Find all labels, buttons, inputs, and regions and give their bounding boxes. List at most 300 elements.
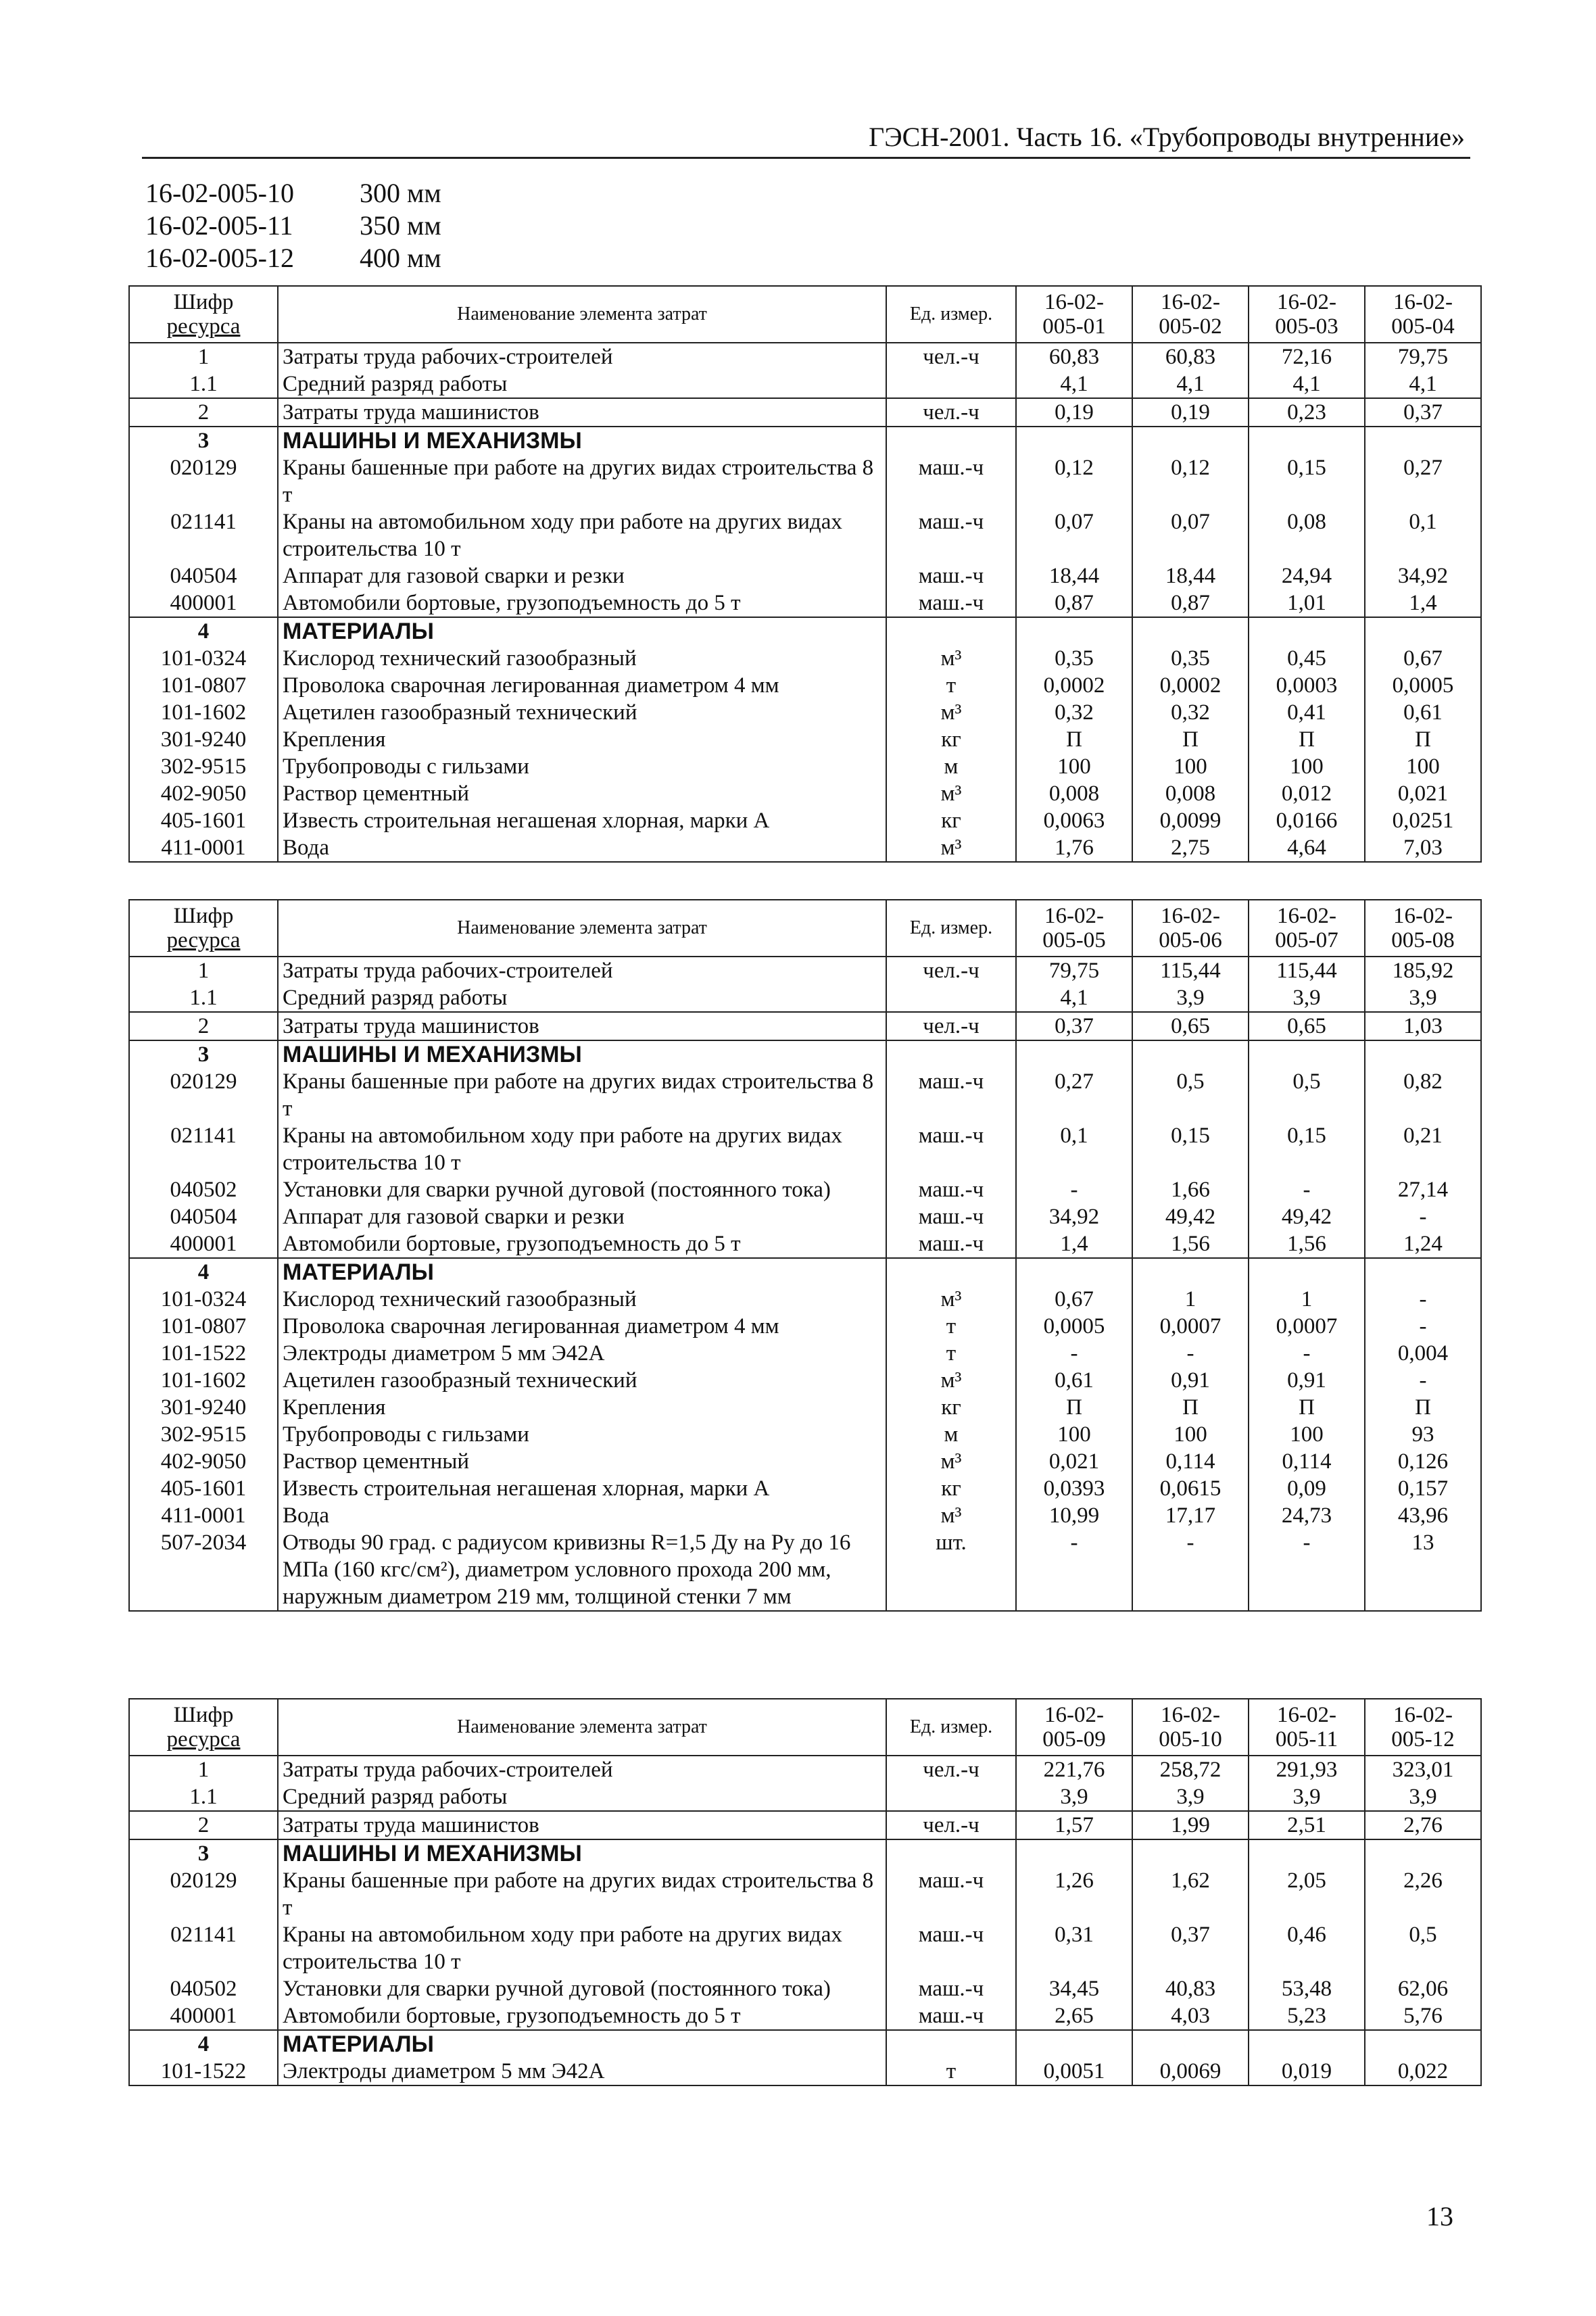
norm-value xyxy=(1132,1839,1249,1867)
cost-item-name: Краны на автомобильном ходу при работе на других видах строительства 10 т xyxy=(278,508,886,562)
norm-value: 18,44 xyxy=(1016,562,1132,589)
norm-value: - xyxy=(1365,1313,1481,1340)
resource-code: 040504 xyxy=(129,1203,278,1230)
norm-value: 4,64 xyxy=(1249,834,1365,862)
norm-value: 5,23 xyxy=(1249,2002,1365,2030)
norm-value: 0,0002 xyxy=(1132,672,1249,699)
cost-item-name: Электроды диаметром 5 мм Э42А xyxy=(278,1340,886,1367)
norm-value: 4,03 xyxy=(1132,2002,1249,2030)
resource-code: 101-1522 xyxy=(129,2058,278,2085)
norm-value: 323,01 xyxy=(1365,1756,1481,1783)
resource-code: 3 xyxy=(129,1040,278,1068)
norm-value: 0,1 xyxy=(1365,508,1481,562)
cost-item-name: Ацетилен газообразный технический xyxy=(278,1367,886,1394)
resource-code: 400001 xyxy=(129,1230,278,1258)
cost-item-name: Затраты труда машинистов xyxy=(278,1012,886,1040)
header-norm-code xyxy=(1132,286,1249,343)
section-row xyxy=(129,1839,1481,1867)
cost-table-3 xyxy=(128,1698,1482,2086)
header-norm-code-line: 16-02- xyxy=(1277,1703,1336,1727)
norm-value xyxy=(1016,617,1132,645)
cost-item-name: Затраты труда машинистов xyxy=(278,1811,886,1839)
resource-code: 1.1 xyxy=(129,984,278,1012)
resource-code: 1.1 xyxy=(129,370,278,398)
norm-value xyxy=(1365,2030,1481,2058)
cost-item-name: Раствор цементный xyxy=(278,1448,886,1475)
norm-value: 0,0002 xyxy=(1016,672,1132,699)
table-row xyxy=(129,1867,1481,1921)
norm-value: П xyxy=(1249,1394,1365,1421)
table-row xyxy=(129,1448,1481,1475)
norm-value: 4,1 xyxy=(1016,984,1132,1012)
cost-item-name: Трубопроводы с гильзами xyxy=(278,753,886,780)
unit-of-measure: м³ xyxy=(886,699,1016,726)
cost-item-name: Автомобили бортовые, грузоподъемность до 5 т xyxy=(278,589,886,617)
header-code-line1: Шифр xyxy=(173,290,234,314)
norm-value: 10,99 xyxy=(1016,1502,1132,1529)
resource-code: 1 xyxy=(129,1756,278,1783)
cost-item-name: Электроды диаметром 5 мм Э42А xyxy=(278,2058,886,2085)
norm-value: 0,021 xyxy=(1016,1448,1132,1475)
running-header xyxy=(142,122,1470,159)
table-row xyxy=(129,370,1481,398)
table-row xyxy=(129,780,1481,807)
cost-item-name: Краны башенные при работе на других видах строительства 8 т xyxy=(278,1867,886,1921)
unit-of-measure: м xyxy=(886,1421,1016,1448)
resource-code: 1 xyxy=(129,957,278,984)
norm-value xyxy=(1016,2030,1132,2058)
table-row xyxy=(129,2002,1481,2030)
cost-item-name: Кислород технический газообразный xyxy=(278,1286,886,1313)
table-row xyxy=(129,807,1481,834)
cost-item-name: Краны на автомобильном ходу при работе на других видах строительства 10 т xyxy=(278,1921,886,1975)
table-row xyxy=(129,672,1481,699)
norm-value: 0,87 xyxy=(1016,589,1132,617)
resource-code: 101-0807 xyxy=(129,672,278,699)
norm-value: 1,99 xyxy=(1132,1811,1249,1839)
table-row xyxy=(129,1529,1481,1611)
norm-value: 49,42 xyxy=(1132,1203,1249,1230)
table-row xyxy=(129,1975,1481,2002)
norm-value: 0,0007 xyxy=(1132,1313,1249,1340)
cost-item-name: Затраты труда рабочих-строителей xyxy=(278,343,886,370)
norm-value: 0,157 xyxy=(1365,1475,1481,1502)
norm-value: 0,0051 xyxy=(1016,2058,1132,2085)
header-norm-code xyxy=(1249,1699,1365,1756)
resource-code: 402-9050 xyxy=(129,1448,278,1475)
unit-of-measure: чел.-ч xyxy=(886,398,1016,427)
norm-value: П xyxy=(1016,726,1132,753)
norm-value: 0,004 xyxy=(1365,1340,1481,1367)
table-row xyxy=(129,1230,1481,1258)
cost-item-name: Средний разряд работы xyxy=(278,1783,886,1811)
unit-of-measure: т xyxy=(886,672,1016,699)
header-norm-code-line: 16-02- xyxy=(1277,904,1336,928)
norm-value: 0,23 xyxy=(1249,398,1365,427)
norm-value: 0,0007 xyxy=(1249,1313,1365,1340)
resource-code: 302-9515 xyxy=(129,753,278,780)
unit-of-measure: шт. xyxy=(886,1529,1016,1611)
cost-item-name: МАТЕРИАЛЫ xyxy=(278,2030,886,2058)
norm-value xyxy=(1132,1040,1249,1068)
header-norm-code xyxy=(1016,286,1132,343)
resource-code: 1.1 xyxy=(129,1783,278,1811)
norm-value xyxy=(1249,2030,1365,2058)
unit-of-measure: м xyxy=(886,753,1016,780)
norm-value: 3,9 xyxy=(1132,1783,1249,1811)
norm-value xyxy=(1249,1040,1365,1068)
unit-of-measure: маш.-ч xyxy=(886,508,1016,562)
header-norm-code-line: 005-07 xyxy=(1275,928,1338,952)
unit-of-measure: чел.-ч xyxy=(886,1756,1016,1783)
norm-value xyxy=(1016,1839,1132,1867)
norm-value: 0,27 xyxy=(1365,454,1481,508)
header-norm-code-line: 16-02- xyxy=(1393,904,1453,928)
intro-code: 16-02-005-11 xyxy=(145,210,293,241)
cost-item-name: Затраты труда рабочих-строителей xyxy=(278,1756,886,1783)
norm-value: 0,41 xyxy=(1249,699,1365,726)
section-row xyxy=(129,617,1481,645)
unit-of-measure: маш.-ч xyxy=(886,1176,1016,1203)
header-code-line1: Шифр xyxy=(173,904,234,928)
norm-value: 0,32 xyxy=(1132,699,1249,726)
norm-value: 0,0069 xyxy=(1132,2058,1249,2085)
norm-value xyxy=(1132,1258,1249,1286)
unit-of-measure xyxy=(886,1839,1016,1867)
resource-code: 3 xyxy=(129,1839,278,1867)
header-norm-code-line: 005-06 xyxy=(1159,928,1222,952)
norm-value: 0,021 xyxy=(1365,780,1481,807)
norm-value: 0,5 xyxy=(1132,1068,1249,1122)
table-row xyxy=(129,1203,1481,1230)
resource-code: 101-0324 xyxy=(129,645,278,672)
resource-code: 2 xyxy=(129,398,278,427)
cost-item-name: Ацетилен газообразный технический xyxy=(278,699,886,726)
intro-item xyxy=(145,177,441,210)
norm-value: 0,126 xyxy=(1365,1448,1481,1475)
header-row xyxy=(129,900,1481,957)
norm-value: - xyxy=(1249,1176,1365,1203)
norm-value: 2,76 xyxy=(1365,1811,1481,1839)
unit-of-measure: м³ xyxy=(886,645,1016,672)
intro-item xyxy=(145,242,441,274)
unit-of-measure: м³ xyxy=(886,1286,1016,1313)
table-row xyxy=(129,1421,1481,1448)
norm-value xyxy=(1132,617,1249,645)
table-row xyxy=(129,699,1481,726)
resource-code: 400001 xyxy=(129,2002,278,2030)
header-unit: Ед. измер. xyxy=(886,1699,1016,1756)
unit-of-measure: м³ xyxy=(886,780,1016,807)
norm-value: - xyxy=(1249,1340,1365,1367)
norm-value: 62,06 xyxy=(1365,1975,1481,2002)
norm-value: 0,46 xyxy=(1249,1921,1365,1975)
unit-of-measure xyxy=(886,2030,1016,2058)
norm-value: 100 xyxy=(1132,753,1249,780)
header-norm-code-line: 16-02- xyxy=(1161,1703,1220,1727)
norm-value: 115,44 xyxy=(1132,957,1249,984)
unit-of-measure: маш.-ч xyxy=(886,562,1016,589)
norm-value: 1 xyxy=(1132,1286,1249,1313)
norm-value: - xyxy=(1132,1529,1249,1611)
norm-value: 0,1 xyxy=(1016,1122,1132,1176)
norm-value: 4,1 xyxy=(1132,370,1249,398)
norm-value: 0,91 xyxy=(1132,1367,1249,1394)
norm-value: 5,76 xyxy=(1365,2002,1481,2030)
table-row xyxy=(129,1783,1481,1811)
norm-value: 34,45 xyxy=(1016,1975,1132,2002)
header-norm-code xyxy=(1016,1699,1132,1756)
norm-value: 0,07 xyxy=(1016,508,1132,562)
header-unit: Ед. измер. xyxy=(886,286,1016,343)
resource-code: 040504 xyxy=(129,562,278,589)
header-code xyxy=(129,900,278,957)
header-code-line2: ресурса xyxy=(166,928,241,952)
resource-code: 405-1601 xyxy=(129,807,278,834)
intro-size: 300 мм xyxy=(360,178,441,208)
norm-value xyxy=(1016,1040,1132,1068)
norm-value: 0,0166 xyxy=(1249,807,1365,834)
norm-value: 0,5 xyxy=(1249,1068,1365,1122)
table-row xyxy=(129,1313,1481,1340)
header-row xyxy=(129,286,1481,343)
unit-of-measure: чел.-ч xyxy=(886,957,1016,984)
norm-value: 24,94 xyxy=(1249,562,1365,589)
norm-value: 185,92 xyxy=(1365,957,1481,984)
norm-value xyxy=(1132,427,1249,454)
norm-value: 0,37 xyxy=(1365,398,1481,427)
cost-item-name: Известь строительная негашеная хлорная, марки А xyxy=(278,1475,886,1502)
cost-item-name: Кислород технический газообразный xyxy=(278,645,886,672)
norm-value: 0,15 xyxy=(1249,1122,1365,1176)
norm-value: 0,35 xyxy=(1132,645,1249,672)
norm-value: 43,96 xyxy=(1365,1502,1481,1529)
norm-value: 0,15 xyxy=(1132,1122,1249,1176)
unit-of-measure: маш.-ч xyxy=(886,589,1016,617)
resource-code: 4 xyxy=(129,2030,278,2058)
norm-value: 1,4 xyxy=(1016,1230,1132,1258)
cost-item-name: МАШИНЫ И МЕХАНИЗМЫ xyxy=(278,1040,886,1068)
unit-of-measure: маш.-ч xyxy=(886,1122,1016,1176)
norm-value: 34,92 xyxy=(1365,562,1481,589)
norm-value: 0,08 xyxy=(1249,508,1365,562)
header-norm-code-line: 16-02- xyxy=(1044,1703,1104,1727)
table-row xyxy=(129,1340,1481,1367)
norm-value: 3,9 xyxy=(1132,984,1249,1012)
header-norm-code-line: 16-02- xyxy=(1161,290,1220,314)
norm-value: 60,83 xyxy=(1132,343,1249,370)
norm-value: 0,019 xyxy=(1249,2058,1365,2085)
unit-of-measure: маш.-ч xyxy=(886,1921,1016,1975)
norm-value: 2,65 xyxy=(1016,2002,1132,2030)
unit-of-measure xyxy=(886,617,1016,645)
cost-table-1 xyxy=(128,285,1482,863)
unit-of-measure: м³ xyxy=(886,1502,1016,1529)
cost-item-name: Средний разряд работы xyxy=(278,984,886,1012)
norm-value: 2,51 xyxy=(1249,1811,1365,1839)
resource-code: 021141 xyxy=(129,1122,278,1176)
norm-value: - xyxy=(1365,1367,1481,1394)
resource-code: 411-0001 xyxy=(129,1502,278,1529)
norm-value xyxy=(1132,2030,1249,2058)
resource-code: 2 xyxy=(129,1811,278,1839)
norm-value: 100 xyxy=(1016,1421,1132,1448)
norm-value: 1,4 xyxy=(1365,589,1481,617)
table-row xyxy=(129,1502,1481,1529)
cost-item-name: Краны башенные при работе на других видах строительства 8 т xyxy=(278,454,886,508)
section-row xyxy=(129,1258,1481,1286)
norm-value xyxy=(1016,427,1132,454)
norm-value: - xyxy=(1249,1529,1365,1611)
norm-value: 291,93 xyxy=(1249,1756,1365,1783)
norm-value: 0,008 xyxy=(1016,780,1132,807)
norm-value: 0,07 xyxy=(1132,508,1249,562)
unit-of-measure: маш.-ч xyxy=(886,2002,1016,2030)
norm-value xyxy=(1249,1258,1365,1286)
resource-code: 1 xyxy=(129,343,278,370)
header-name: Наименование элемента затрат xyxy=(278,900,886,957)
unit-of-measure: т xyxy=(886,2058,1016,2085)
unit-of-measure: м³ xyxy=(886,834,1016,862)
resource-code: 101-0807 xyxy=(129,1313,278,1340)
norm-value xyxy=(1365,1839,1481,1867)
resource-code: 2 xyxy=(129,1012,278,1040)
table-row xyxy=(129,454,1481,508)
section-row xyxy=(129,1040,1481,1068)
header-norm-code-line: 005-09 xyxy=(1042,1727,1106,1752)
unit-of-measure: кг xyxy=(886,807,1016,834)
norm-value: 0,0099 xyxy=(1132,807,1249,834)
norm-value xyxy=(1365,617,1481,645)
table-row xyxy=(129,1012,1481,1040)
norm-value: 0,32 xyxy=(1016,699,1132,726)
unit-of-measure: кг xyxy=(886,726,1016,753)
cost-item-name: МАТЕРИАЛЫ xyxy=(278,617,886,645)
cost-item-name: МАШИНЫ И МЕХАНИЗМЫ xyxy=(278,427,886,454)
norm-value: - xyxy=(1365,1203,1481,1230)
header-norm-code xyxy=(1249,286,1365,343)
unit-of-measure: т xyxy=(886,1313,1016,1340)
unit-of-measure: маш.-ч xyxy=(886,1867,1016,1921)
cost-item-name: Отводы 90 град. с радиусом кривизны R=1,5 Ду на Ру до 16 МПа (160 кгс/см²), диаметром условного прохода 200 мм, наружным диаметром 219 мм, толщиной стенки 7 мм xyxy=(278,1529,886,1611)
cost-item-name: Аппарат для газовой сварки и резки xyxy=(278,1203,886,1230)
table-row xyxy=(129,1756,1481,1783)
norm-value xyxy=(1365,427,1481,454)
norm-value: 221,76 xyxy=(1016,1756,1132,1783)
resource-code: 302-9515 xyxy=(129,1421,278,1448)
norm-value: 3,9 xyxy=(1365,1783,1481,1811)
header-norm-code xyxy=(1249,900,1365,957)
norm-value: 3,9 xyxy=(1249,984,1365,1012)
norm-value: 0,37 xyxy=(1016,1012,1132,1040)
table-row xyxy=(129,1122,1481,1176)
norm-value xyxy=(1249,617,1365,645)
resource-code: 021141 xyxy=(129,508,278,562)
table-row xyxy=(129,957,1481,984)
header-norm-code-line: 005-01 xyxy=(1042,314,1106,339)
norm-value: 72,16 xyxy=(1249,343,1365,370)
unit-of-measure: чел.-ч xyxy=(886,1811,1016,1839)
norm-value: 100 xyxy=(1249,753,1365,780)
cost-table-2 xyxy=(128,899,1482,1612)
unit-of-measure: маш.-ч xyxy=(886,1230,1016,1258)
table-row xyxy=(129,1394,1481,1421)
table-row xyxy=(129,398,1481,427)
norm-value: 2,26 xyxy=(1365,1867,1481,1921)
norm-value: П xyxy=(1016,1394,1132,1421)
norm-value: 0,61 xyxy=(1016,1367,1132,1394)
norm-value: П xyxy=(1365,726,1481,753)
norm-value: 100 xyxy=(1249,1421,1365,1448)
norm-value: 0,0615 xyxy=(1132,1475,1249,1502)
norm-value: 115,44 xyxy=(1249,957,1365,984)
table-row xyxy=(129,589,1481,617)
header-name: Наименование элемента затрат xyxy=(278,1699,886,1756)
cost-item-name: Проволока сварочная легированная диаметром 4 мм xyxy=(278,672,886,699)
norm-value: 4,1 xyxy=(1249,370,1365,398)
norm-value: - xyxy=(1132,1340,1249,1367)
norm-value: 4,1 xyxy=(1365,370,1481,398)
norm-value: 2,75 xyxy=(1132,834,1249,862)
table-row xyxy=(129,343,1481,370)
unit-of-measure: маш.-ч xyxy=(886,1975,1016,2002)
norm-value: 0,09 xyxy=(1249,1475,1365,1502)
header-norm-code xyxy=(1365,900,1481,957)
header-norm-code-line: 005-03 xyxy=(1275,314,1338,339)
norm-value: 0,0003 xyxy=(1249,672,1365,699)
unit-of-measure: чел.-ч xyxy=(886,1012,1016,1040)
unit-of-measure: кг xyxy=(886,1394,1016,1421)
norm-value: 0,65 xyxy=(1249,1012,1365,1040)
norm-value: 3,9 xyxy=(1249,1783,1365,1811)
norm-value: - xyxy=(1365,1286,1481,1313)
norm-value: 0,87 xyxy=(1132,589,1249,617)
cost-item-name: МАТЕРИАЛЫ xyxy=(278,1258,886,1286)
norm-value: 0,0251 xyxy=(1365,807,1481,834)
norm-value: 100 xyxy=(1132,1421,1249,1448)
norm-value: - xyxy=(1016,1340,1132,1367)
norm-value: 0,67 xyxy=(1016,1286,1132,1313)
cost-item-name: Крепления xyxy=(278,1394,886,1421)
header-norm-code xyxy=(1365,286,1481,343)
norm-value: 27,14 xyxy=(1365,1176,1481,1203)
norm-value: 0,114 xyxy=(1249,1448,1365,1475)
unit-of-measure: кг xyxy=(886,1475,1016,1502)
table-row xyxy=(129,1176,1481,1203)
resource-code: 400001 xyxy=(129,589,278,617)
table-row xyxy=(129,645,1481,672)
norm-value: 0,5 xyxy=(1365,1921,1481,1975)
resource-code: 301-9240 xyxy=(129,726,278,753)
resource-code: 4 xyxy=(129,617,278,645)
norm-value: 258,72 xyxy=(1132,1756,1249,1783)
resource-code: 101-1602 xyxy=(129,699,278,726)
header-name: Наименование элемента затрат xyxy=(278,286,886,343)
resource-code: 4 xyxy=(129,1258,278,1286)
resource-code: 507-2034 xyxy=(129,1529,278,1611)
table-row xyxy=(129,753,1481,780)
resource-code: 021141 xyxy=(129,1921,278,1975)
norm-value: 0,31 xyxy=(1016,1921,1132,1975)
unit-of-measure: м³ xyxy=(886,1367,1016,1394)
norm-value: 0,12 xyxy=(1016,454,1132,508)
norm-value: 0,27 xyxy=(1016,1068,1132,1122)
header-norm-code xyxy=(1132,900,1249,957)
norm-value: 1,76 xyxy=(1016,834,1132,862)
header-code-line1: Шифр xyxy=(173,1703,234,1727)
intro-size: 350 мм xyxy=(360,210,441,241)
header-norm-code-line: 16-02- xyxy=(1393,1703,1453,1727)
